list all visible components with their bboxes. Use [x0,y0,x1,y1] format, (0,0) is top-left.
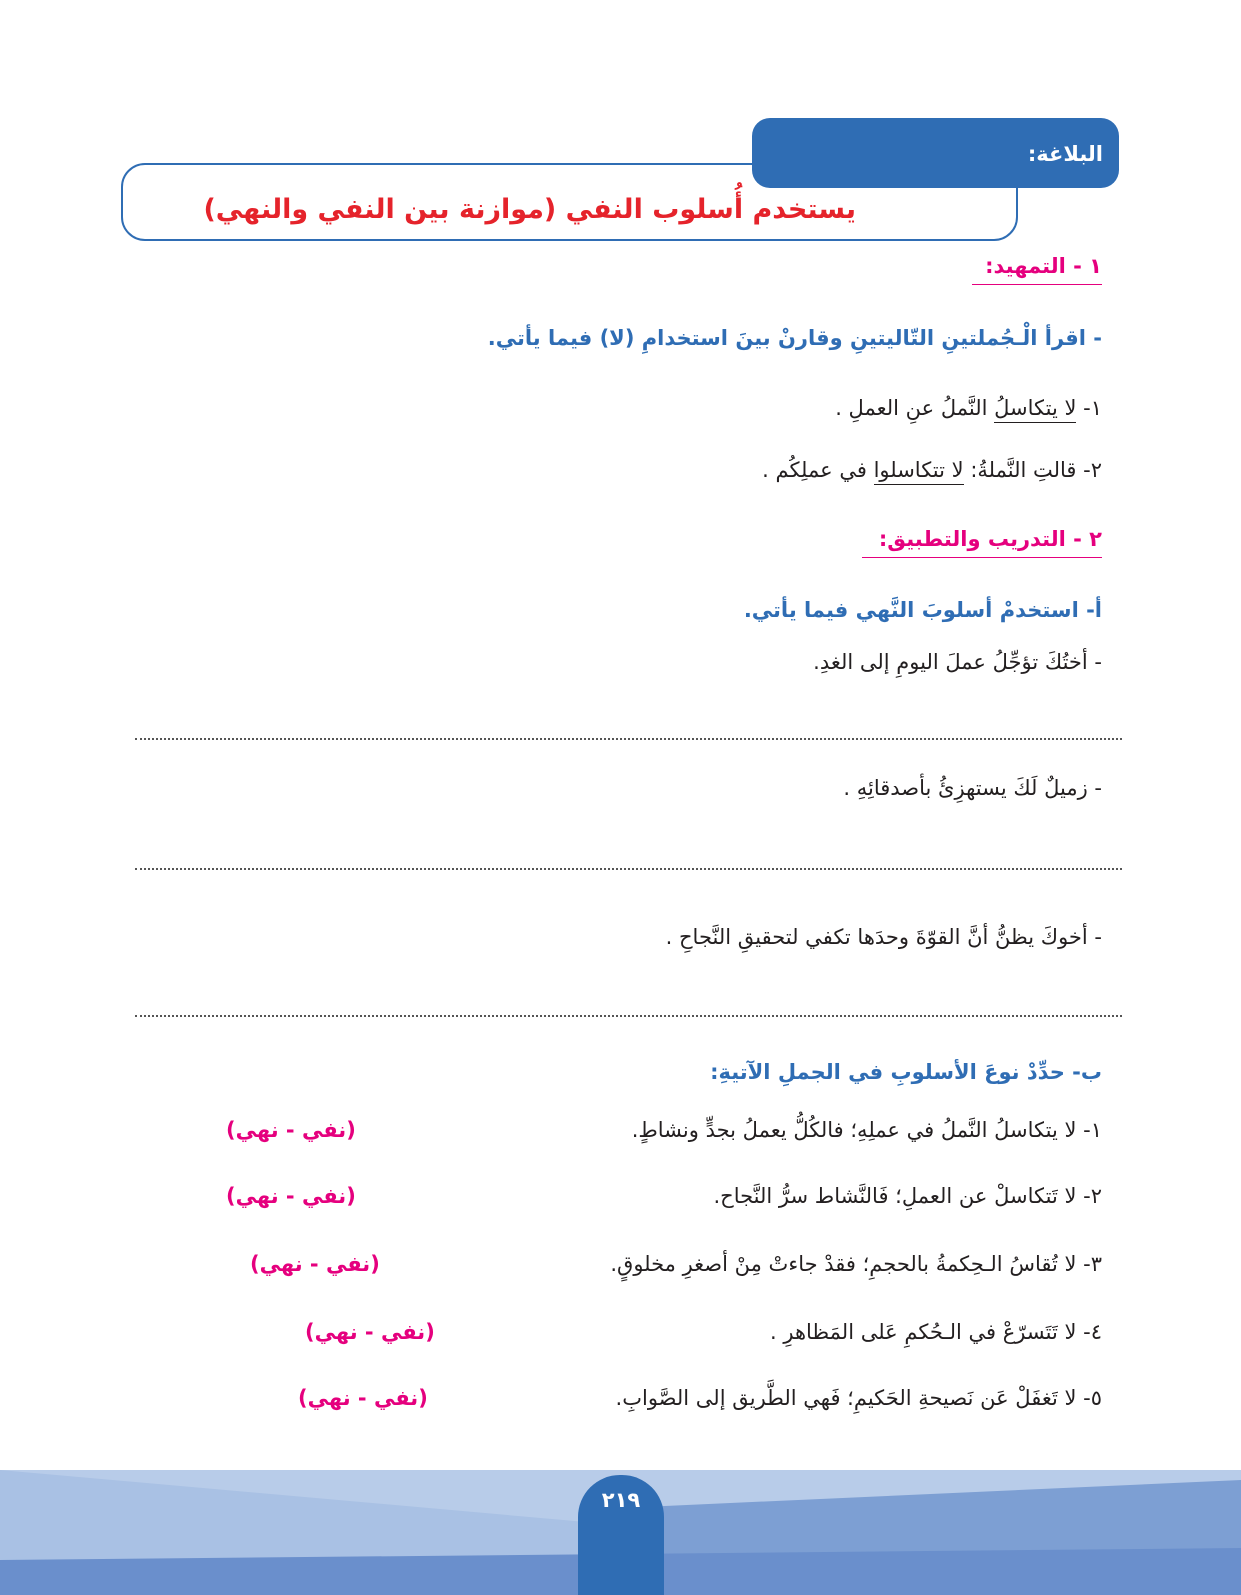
part-a-item-2: - زميلٌ لَكَ يستهزِئُ بأصدقائِهِ . [843,776,1102,800]
answer-line-3[interactable] [135,1015,1122,1017]
part-b-sentence: ٤- لا تَتَسرّعْ في الـحُكمِ عَلى المَظاهرِ . [770,1320,1102,1344]
sentence-rest: في عملِكُم . [762,458,874,482]
section-label: البلاغة: [1027,142,1103,166]
lesson-title: يستخدم أُسلوب النفي (موازنة بين النفي والنهي) [203,194,856,225]
answer-line-1[interactable] [135,738,1122,740]
part-a-instruction: أ- استخدمْ أسلوبَ النَّهي فيما يأتي. [743,598,1102,622]
page-number: ٢١٩ [601,1488,641,1512]
underlined-phrase: لا تتكاسلوا [874,458,964,485]
sentence-number: ٢- [1083,458,1102,482]
part-b-sentence: ١- لا يتكاسلُ النَّملُ في عملِهِ؛ فالكُلُّ يعملُ بجدٍّ ونشاطٍ. [631,1118,1102,1142]
sentence-rest: النَّملُ عنِ العملِ . [835,396,995,420]
answer-line-2[interactable] [135,868,1122,870]
choice-option[interactable]: (نفي - نهي) [298,1386,428,1410]
intro-sentence-2 [762,458,1102,482]
part-b-sentence: ٣- لا تُقاسُ الـحِكمةُ بالحجمِ؛ فقدْ جاءتْ مِنْ أصغرِ مخلوقٍ. [610,1252,1102,1276]
practice-heading: ٢ - التدريب والتطبيق: [862,527,1102,558]
underlined-phrase: لا يتكاسلُ [994,396,1076,423]
part-b-instruction: ب- حدِّدْ نوعَ الأسلوبِ في الجملِ الآتيةِ: [710,1060,1102,1084]
sentence-number: ١- [1083,396,1102,420]
part-a-item-1: - أختُكَ تؤجِّلُ عملَ اليومِ إلى الغدِ. [813,650,1102,674]
intro-instruction: - اقرأ الْـجُملتينِ التّاليتينِ وقارنْ بينَ استخدامِ (لا) فيما يأتي. [487,326,1102,350]
part-b-sentence: ٢- لا تَتكاسلْ عن العملِ؛ فَالنَّشاط سرُّ النَّجاح. [713,1184,1102,1208]
intro-heading: ١ - التمهيد: [972,254,1102,285]
choice-option[interactable]: (نفي - نهي) [305,1320,435,1344]
part-b-sentence: ٥- لا تَغفَلْ عَن نَصيحةِ الحَكيمِ؛ فَهي الطَّريق إلى الصَّوابِ. [615,1386,1102,1410]
choice-option[interactable]: (نفي - نهي) [226,1118,356,1142]
sentence-prefix: قالتِ النَّملةُ: [963,458,1077,482]
intro-sentence-1 [835,396,1102,420]
part-a-item-3: - أخوكَ يظنُّ أنَّ القوّةَ وحدَها تكفي لتحقيقِ النَّجاحِ . [665,925,1102,949]
choice-option[interactable]: (نفي - نهي) [250,1252,380,1276]
choice-option[interactable]: (نفي - نهي) [226,1184,356,1208]
